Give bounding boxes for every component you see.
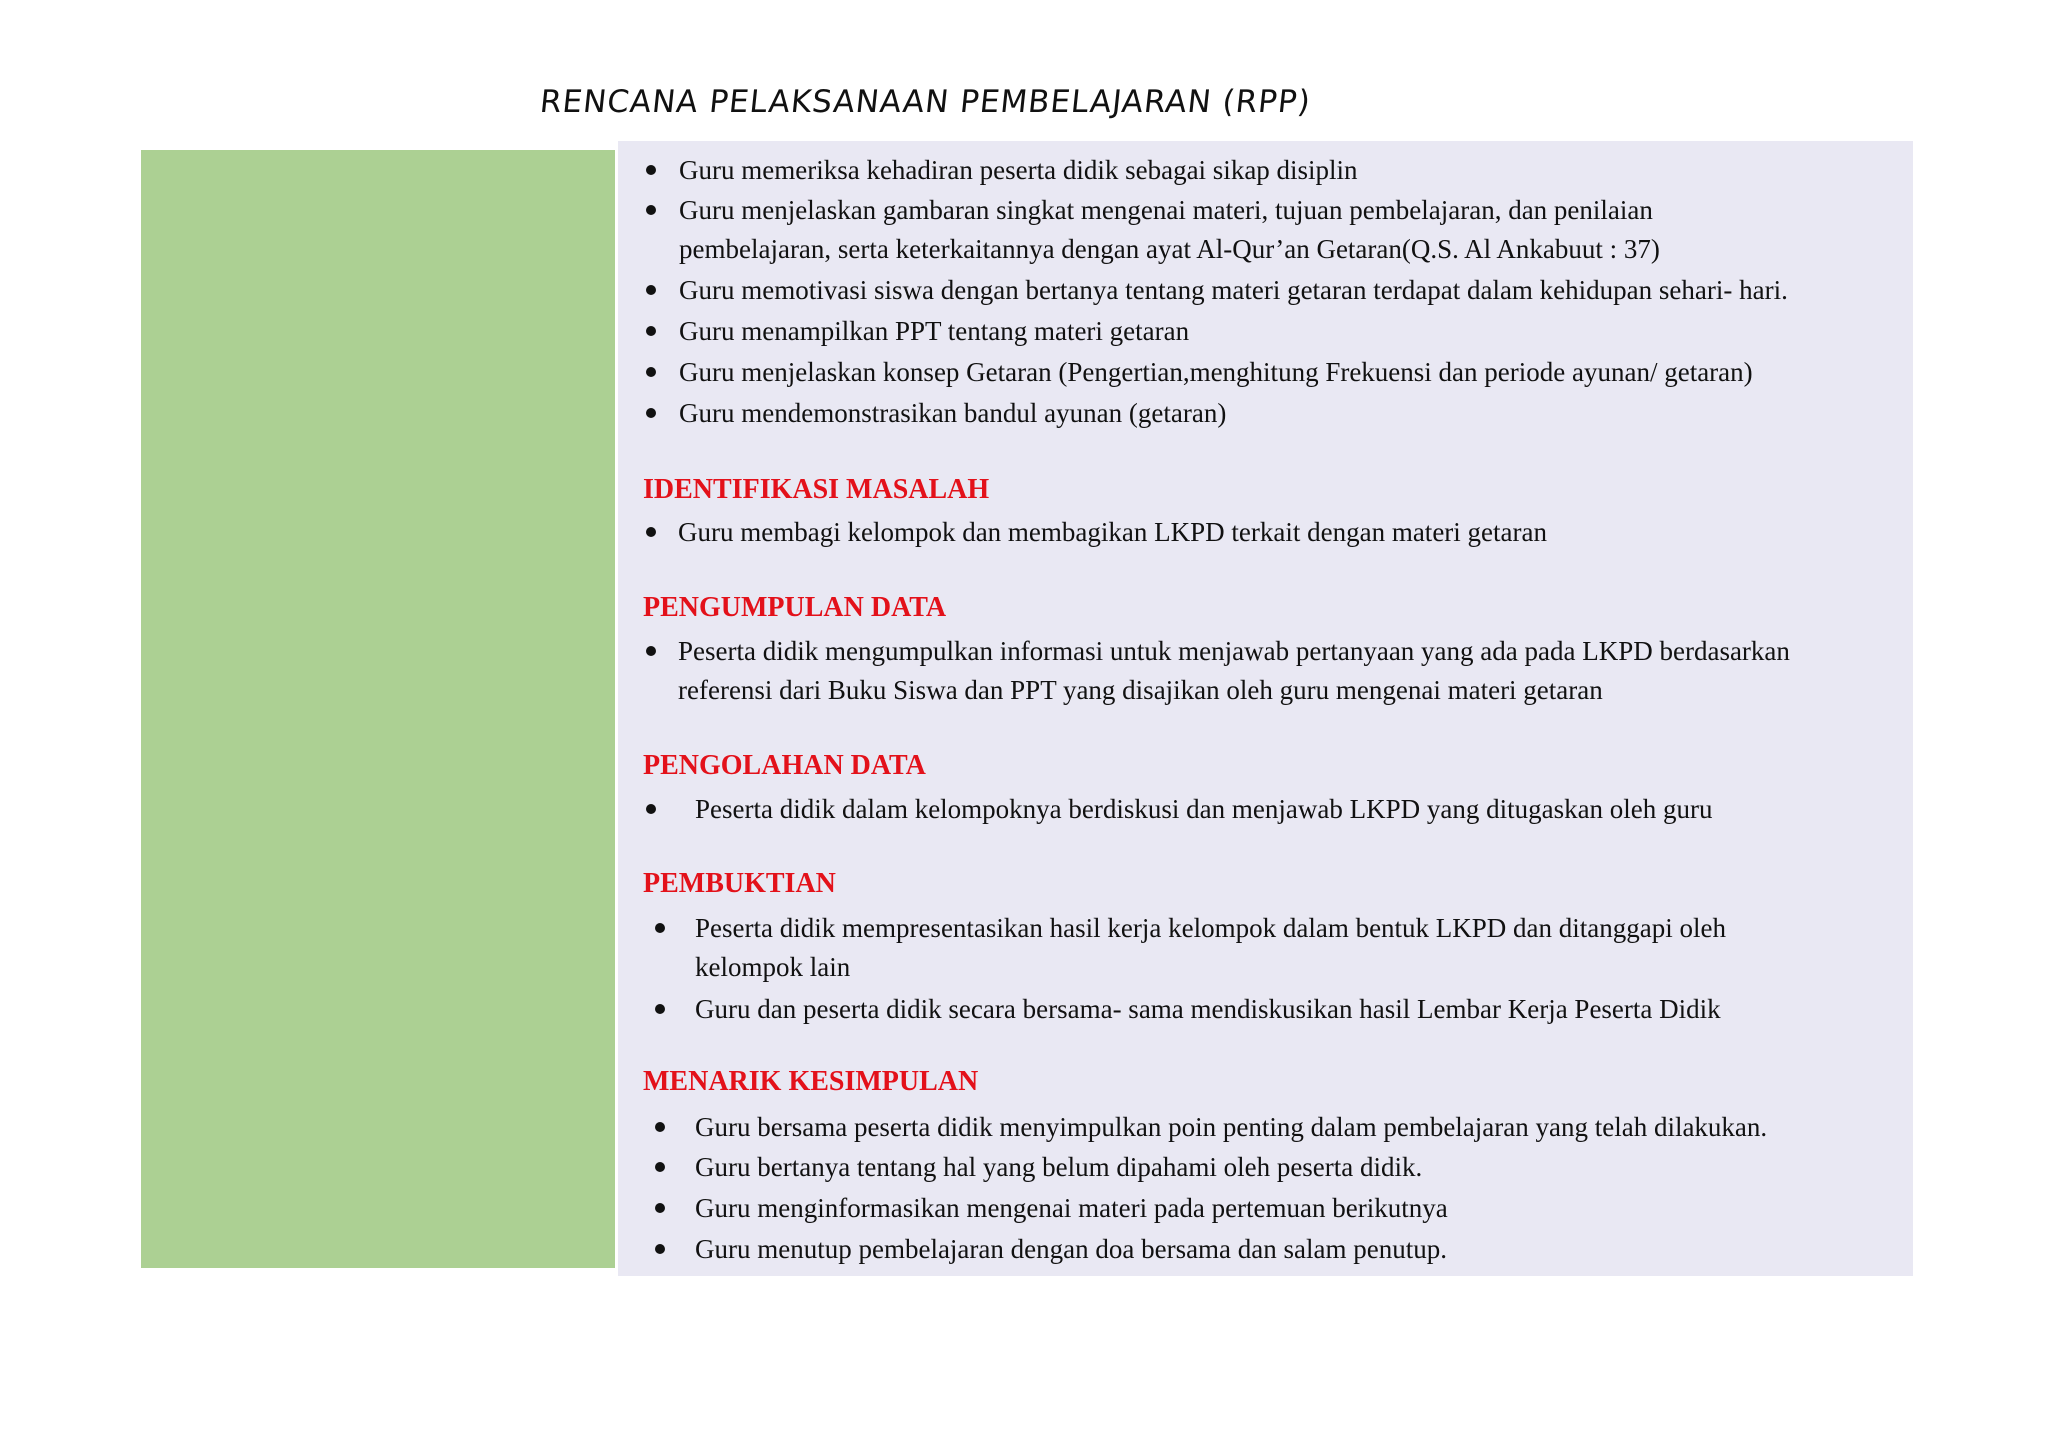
bullet-icon (655, 1162, 665, 1172)
list-item: Peserta didik mengumpulkan informasi untuk menjawab pertanyaan yang ada pada LKPD berdasarkan (678, 636, 1790, 666)
section-heading-pengumpulan: PENGUMPULAN DATA (643, 592, 947, 623)
bullet-icon (646, 527, 656, 537)
green-column-cell (141, 150, 615, 1268)
section-heading-pengolahan: PENGOLAHAN DATA (643, 750, 926, 781)
list-item: Guru menjelaskan gambaran singkat mengenai materi, tujuan pembelajaran, dan penilaian (679, 195, 1653, 225)
list-item: Guru memeriksa kehadiran peserta didik sebagai sikap disiplin (679, 155, 1358, 185)
list-item: Guru menampilkan PPT tentang materi getaran (679, 316, 1190, 346)
bullet-icon (646, 408, 656, 418)
list-item: Guru bertanya tentang hal yang belum dipahami oleh peserta didik. (695, 1152, 1423, 1182)
bullet-icon (646, 804, 656, 814)
list-item: Peserta didik mempresentasikan hasil kerja kelompok dalam bentuk LKPD dan ditanggapi oleh (695, 913, 1726, 943)
bullet-icon (655, 923, 665, 933)
list-item: Guru memotivasi siswa dengan bertanya tentang materi getaran terdapat dalam kehidupan sehari- hari. (679, 275, 1788, 305)
bullet-icon (646, 285, 656, 295)
bullet-icon (655, 1203, 665, 1213)
list-item: Guru membagi kelompok dan membagikan LKPD terkait dengan materi getaran (678, 517, 1547, 547)
list-item-continuation: kelompok lain (695, 952, 851, 982)
list-item: Peserta didik dalam kelompoknya berdiskusi dan menjawab LKPD yang ditugaskan oleh guru (695, 794, 1713, 824)
bullet-icon (646, 326, 656, 336)
bullet-icon (646, 165, 656, 175)
bullet-icon (646, 205, 656, 215)
list-item: Guru menginformasikan mengenai materi pada pertemuan berikutnya (695, 1193, 1448, 1223)
list-item: Guru mendemonstrasikan bandul ayunan (getaran) (679, 398, 1227, 428)
list-item: Guru dan peserta didik secara bersama- sama mendiskusikan hasil Lembar Kerja Peserta Didik (695, 994, 1721, 1024)
bullet-icon (646, 646, 656, 656)
list-item: Guru menutup pembelajaran dengan doa bersama dan salam penutup. (695, 1234, 1447, 1264)
section-heading-kesimpulan: MENARIK KESIMPULAN (643, 1066, 979, 1097)
bullet-icon (655, 1244, 665, 1254)
list-item-continuation: referensi dari Buku Siswa dan PPT yang disajikan oleh guru mengenai materi getaran (678, 675, 1603, 705)
bullet-icon (646, 367, 656, 377)
list-item: Guru menjelaskan konsep Getaran (Pengertian,menghitung Frekuensi dan periode ayunan/ getaran) (679, 357, 1753, 387)
bullet-icon (655, 1004, 665, 1014)
section-heading-identifikasi: IDENTIFIKASI MASALAH (643, 474, 990, 505)
document-title: RENCANA PELAKSANAAN PEMBELAJARAN (RPP) (538, 84, 1313, 120)
list-item-continuation: pembelajaran, serta keterkaitannya dengan ayat Al-Qur’an Getaran(Q.S. Al Ankabuut : 37) (679, 234, 1660, 264)
section-heading-pembuktian: PEMBUKTIAN (643, 868, 836, 899)
bullet-icon (655, 1122, 665, 1132)
list-item: Guru bersama peserta didik menyimpulkan poin penting dalam pembelajaran yang telah dilakukan. (695, 1112, 1768, 1142)
